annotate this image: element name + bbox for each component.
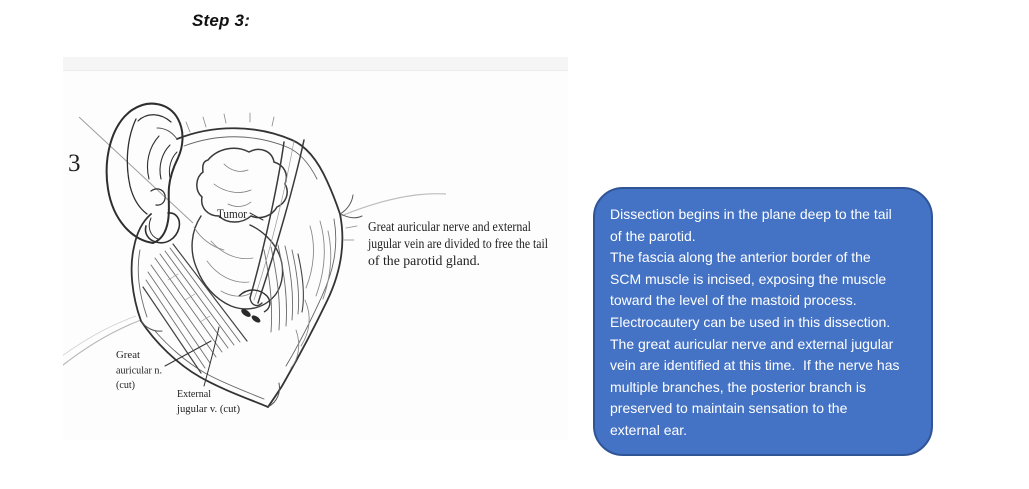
svg-text:jugular v. (cut): jugular v. (cut) <box>176 403 241 415</box>
callout-line: Electrocautery can be used in this dissection. <box>610 313 891 330</box>
description-callout <box>593 187 933 456</box>
callout-line: Dissection begins in the plane deep to the tail <box>610 206 892 222</box>
svg-text:Great: Great <box>116 349 140 361</box>
svg-text:jugular vein are divided to fr: jugular vein are divided to free the tail <box>367 236 549 251</box>
slide-title: Step 3: <box>192 11 251 30</box>
svg-text:Great auricular nerve and exte: Great auricular nerve and external <box>368 219 532 234</box>
svg-text:of the parotid gland.: of the parotid gland. <box>368 253 480 268</box>
callout-line: vein are identified at this time. If the nerve has <box>610 357 900 374</box>
callout-line: multiple branches, the posterior branch is <box>610 378 867 395</box>
callout-line: of the parotid. <box>610 227 696 244</box>
svg-text:External: External <box>177 388 211 400</box>
surgical-illustration <box>63 57 568 440</box>
callout-line: toward the level of the mastoid process. <box>610 292 857 309</box>
tumor-label: Tumor <box>217 207 248 221</box>
figure-number: 3 <box>68 150 81 177</box>
callout-line: The great auricular nerve and external jugular <box>610 335 894 352</box>
callout-line: The fascia along the anterior border of the <box>610 249 871 266</box>
svg-text:auricular n.: auricular n. <box>116 364 163 377</box>
callout-line: external ear. <box>610 421 688 438</box>
surgical-figure <box>63 57 568 440</box>
svg-text:(cut): (cut) <box>116 379 136 391</box>
callout-line: SCM muscle is incised, exposing the muscle <box>610 270 887 287</box>
callout-line: preserved to maintain sensation to the <box>610 400 848 417</box>
